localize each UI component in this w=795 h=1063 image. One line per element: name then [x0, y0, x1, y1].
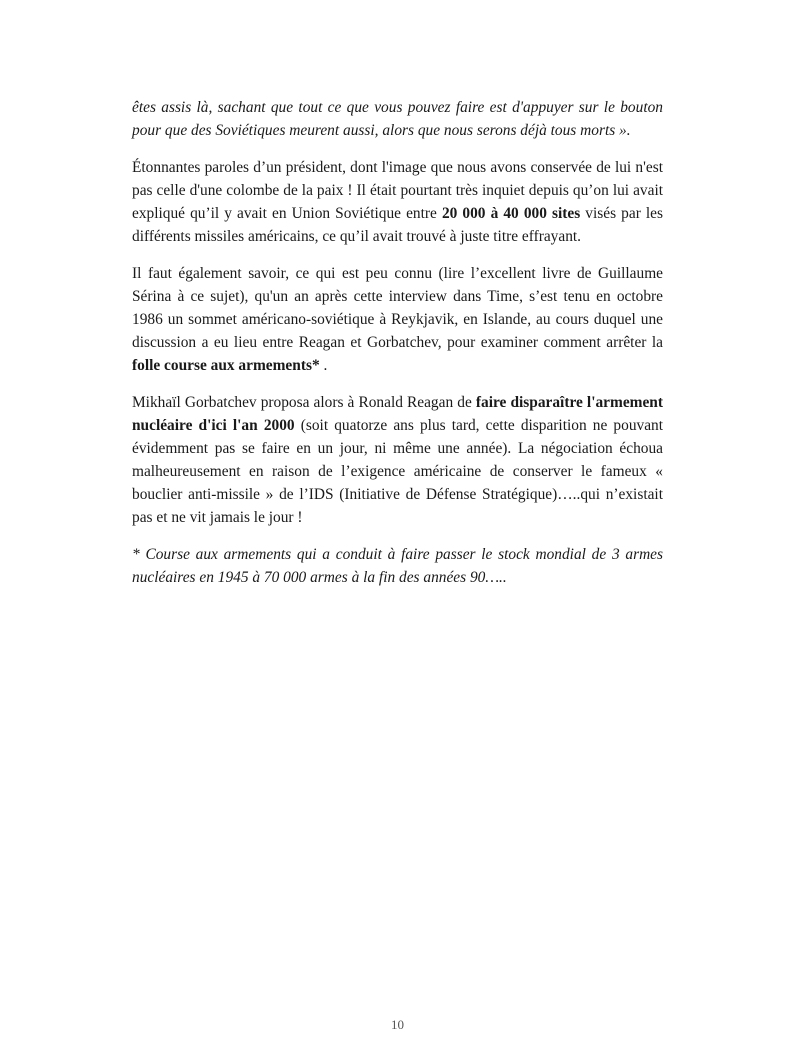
paragraph-text: .	[319, 357, 328, 374]
paragraph-text: visés par les différents missiles américains, ce qu’il avait trouvé à juste titre effrayant.	[132, 205, 663, 245]
gorbachev-proposal-paragraph	[132, 391, 663, 529]
emphasis-text: 20 000 à 40 000 sites	[441, 205, 581, 222]
emphasis-text: folle course aux armements*	[132, 357, 320, 374]
paragraph-text: (soit quatorze ans plus tard, cette disparition ne pouvant évidemment pas se faire en un jour, ni même une année). La négociation échoua malheureusement en raison de l’exigence américaine de conserver le fameux « bouclier anti-missile » de l’IDS (Initiative de Défense Stratégique)…..qui n’existait pas et ne vit jamais le jour !	[132, 417, 664, 526]
paragraph-text: Étonnantes paroles d’un président, dont l'image que nous avons conservée de lui n'est pas celle d'une colombe de la paix ! Il était pourtant très inquiet depuis qu’on lui avait expliqué qu’il y avait en Union Soviétique entre	[132, 159, 663, 222]
paragraph-text: Mikhaïl Gorbatchev proposa alors à Ronald Reagan de	[132, 394, 476, 411]
reykjavik-summit-paragraph	[132, 262, 663, 377]
emphasis-text: faire disparaître l'armement nucléaire d'ici l'an 2000	[132, 394, 663, 434]
reagan-worry-paragraph	[132, 156, 663, 248]
document-page	[132, 96, 663, 603]
page-number: 10	[391, 1017, 404, 1032]
paragraph-text: Il faut également savoir, ce qui est peu connu (lire l’excellent livre de Guillaume Sérina à ce sujet), qu'un an après cette interview dans Time, s’est tenu en octobre 1986 un sommet américano-soviétique à Reykjavik, en Islande, au cours duquel une discussion a eu lieu entre Reagan et Gorbatchev, pour examiner comment arrêter la	[132, 265, 663, 351]
footnote: * Course aux armements qui a conduit à faire passer le stock mondial de 3 armes nucléaires en 1945 à 70 000 armes à la fin des années 90…..	[132, 546, 663, 586]
quote-continuation-paragraph: êtes assis là, sachant que tout ce que vous pouvez faire est d'appuyer sur le bouton pour que des Soviétiques meurent aussi, alors que nous serons déjà tous morts ».	[132, 99, 663, 139]
